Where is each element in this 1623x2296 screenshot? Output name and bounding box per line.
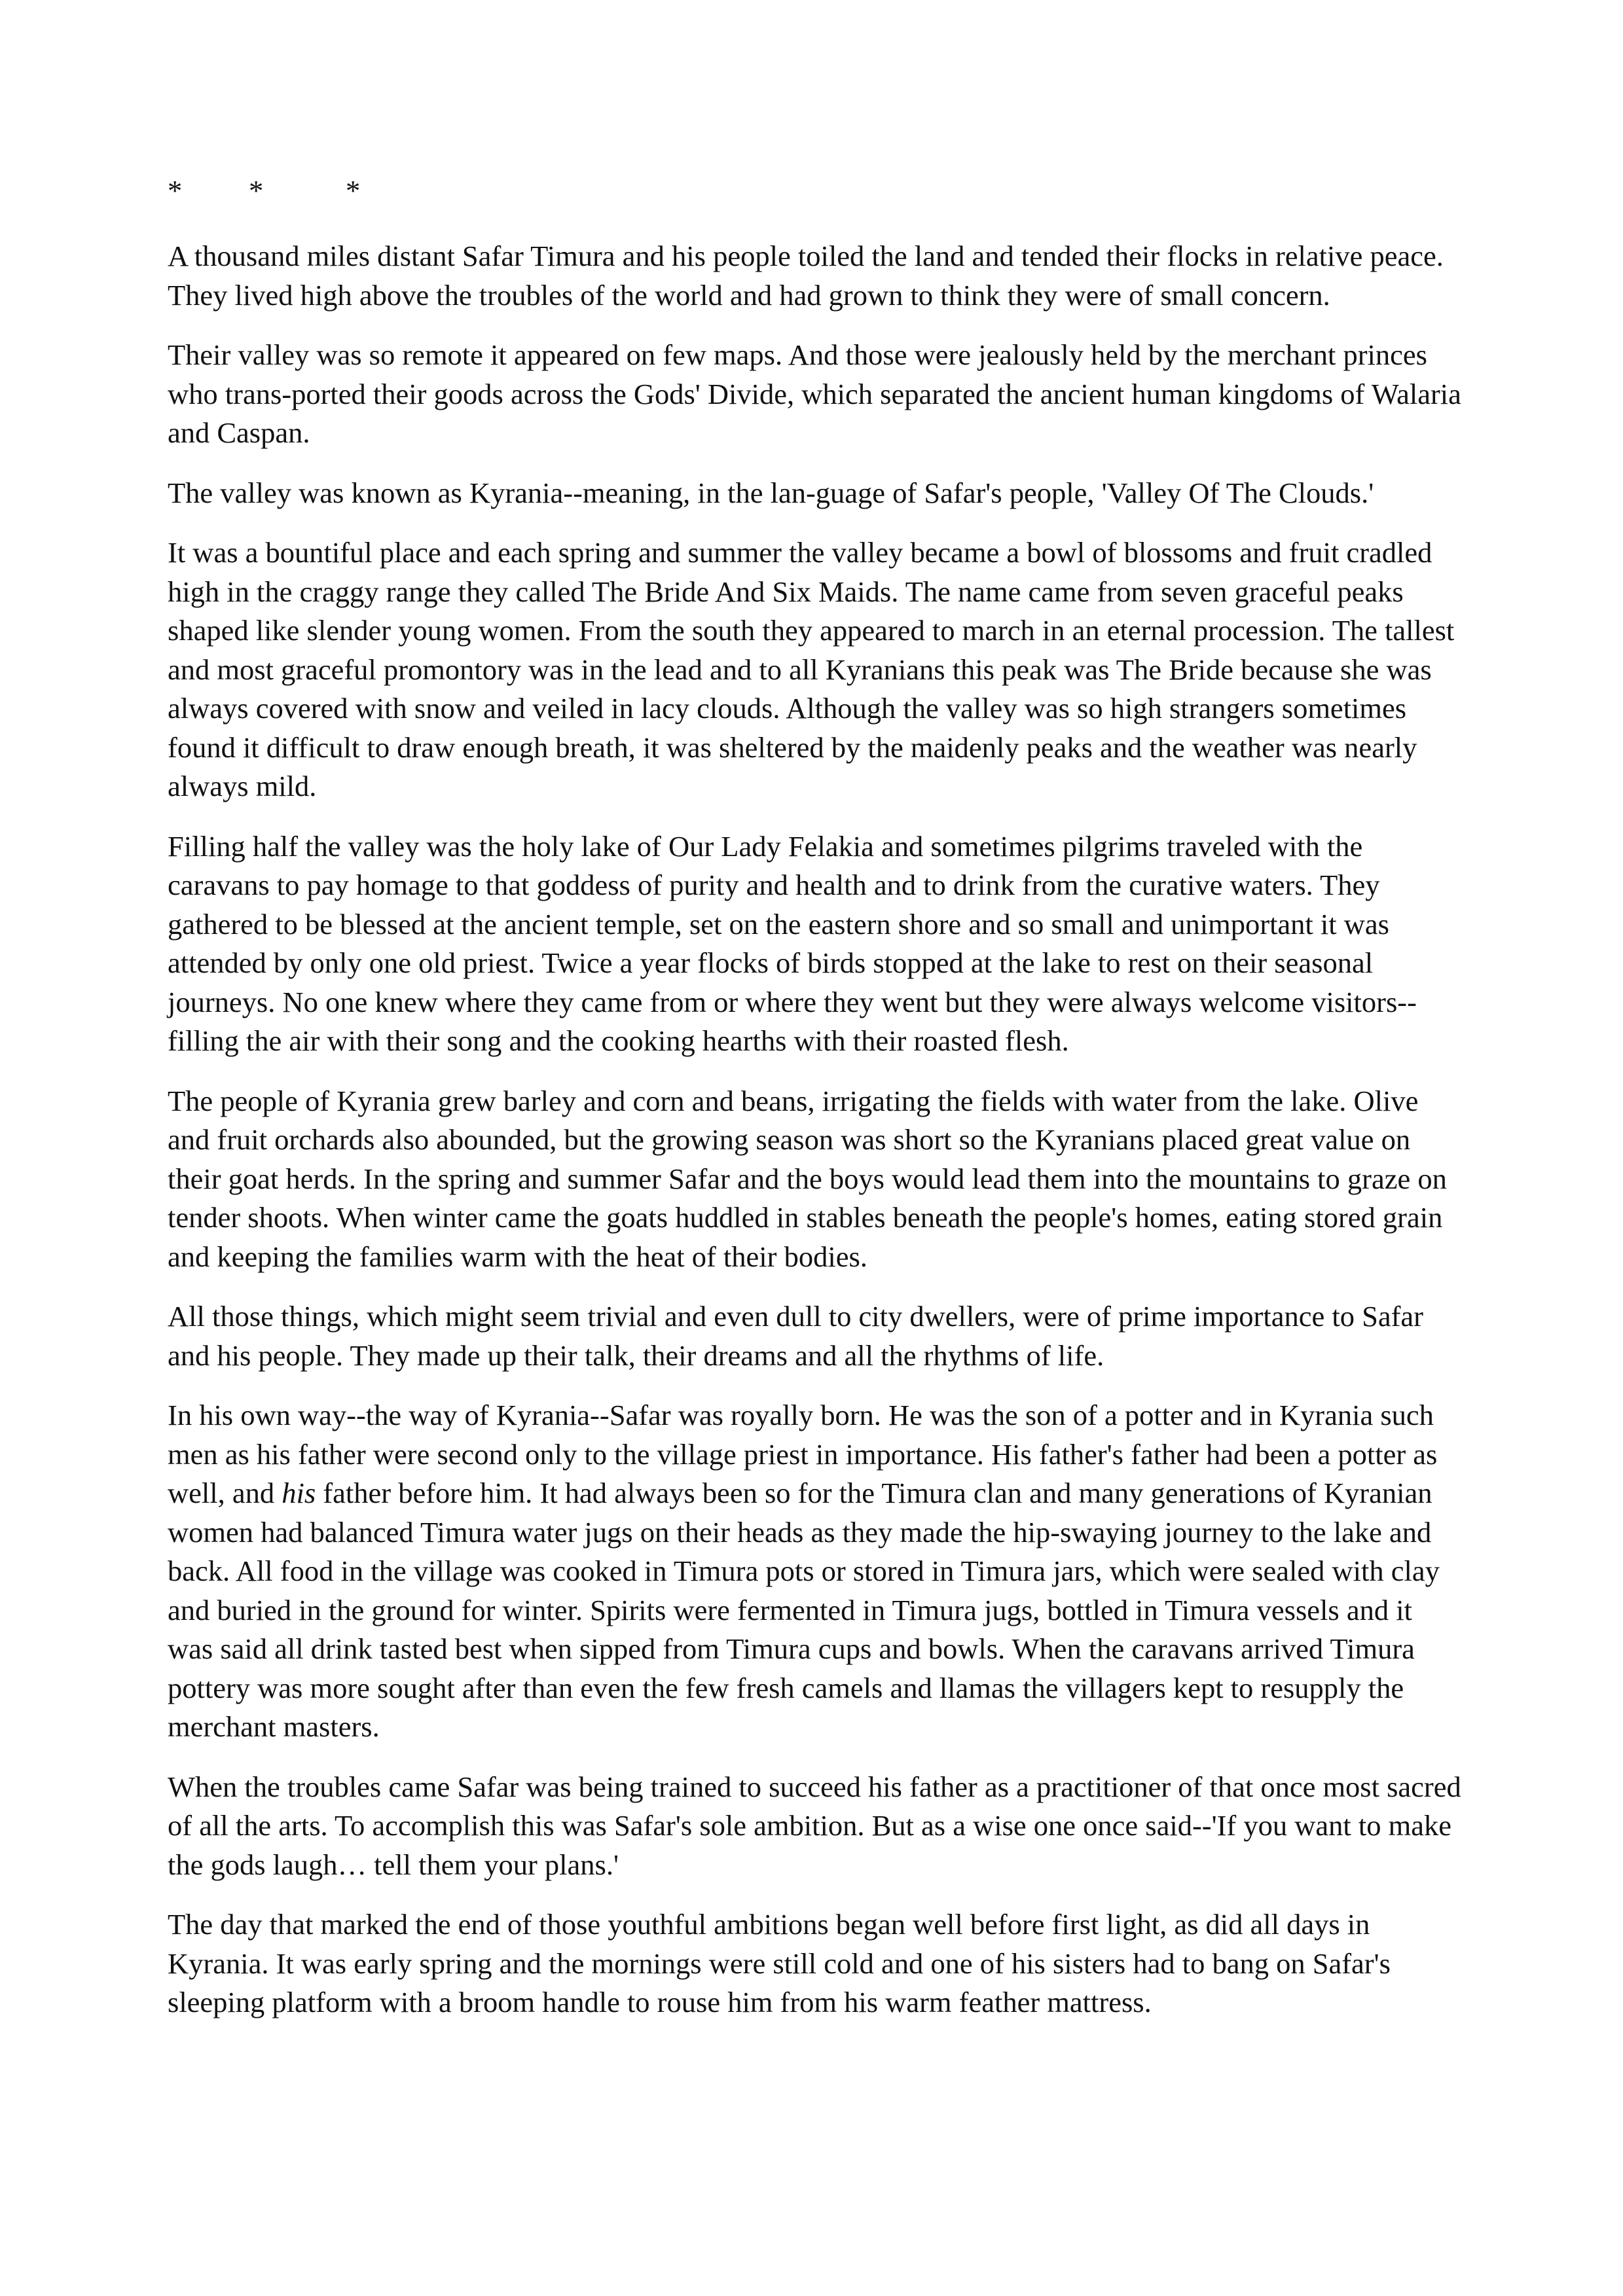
paragraph-5: Filling half the valley was the holy lake of Our Lady Felakia and sometimes pilgrims traveled with the caravans to pay homage to that goddess of purity and health and to drink from the curative waters. They gathered to be blessed at the ancient temple, set on the eastern shore and so small and unimportant it was attended by only one old priest. Twice a year flocks of birds stopped at the lake to rest on their seasonal journeys. No one knew where they came from or where they went but they were always welcome visitors--filling the air with their song and the cooking hearths with their roasted flesh. [168,829,1417,1057]
paragraph-10: The day that marked the end of those youthful ambitions began well before first light, as did all days in Kyrania. It was early spring and the mornings were still cold and one of his sisters had to bang on Safar's sleeping platform with a broom handle to rouse him from his warm feather mattress. [168,1908,1391,2018]
paragraph-8-emphasis: his [282,1477,316,1509]
scene-break-asterisk: * [249,174,264,207]
scene-break-asterisk: * [346,174,361,207]
paragraph-4: It was a bountiful place and each spring and summer the valley became a bowl of blossoms and fruit cradled high in the craggy range they called The Bride And Six Maids. The name came from seven graceful peaks shaped like slender young women. From the south they appeared to march in an eternal procession. The tallest and most graceful promontory was in the lead and to all Kyranians this peak was The Bride because she was always covered with snow and veiled in lacy clouds. Although the valley was so high strangers sometimes found it difficult to draw enough breath, it was sheltered by the maidenly peaks and the weather was nearly always mild. [168,536,1455,802]
text-column [168,171,1464,2043]
scene-break-asterisk: * [168,174,183,207]
paragraph-9: When the troubles came Safar was being trained to succeed his father as a practitioner of that once most sacred of all the arts. To accomplish this was Safar's sole ambition. But as a wise one once said--'If you want to make the gods laugh… tell them your plans.' [168,1770,1461,1881]
paragraph-1: A thousand miles distant Safar Timura and his people toiled the land and tended their flocks in relative peace. They lived high above the troubles of the world and had grown to think they were of small concern. [168,240,1444,312]
paragraph-8-part-b: father before him. It had always been so for the Timura clan and many generations of Kyranian women had balanced Timura water jugs on their heads as they made the hip-swaying journey to the lake and back. All food in the village was cooked in Timura pots or stored in Timura jars, which were sealed with clay and buried in the ground for winter. Spirits were fermented in Timura jugs, bottled in Timura vessels and it was said all drink tasted best when sipped from Timura cups and bowls. When the caravans arrived Timura pottery was more sought after than even the few fresh camels and llamas the villagers kept to resupply the merchant masters. [168,1477,1440,1743]
paragraph-3: The valley was known as Kyrania--meaning, in the lan-guage of Safar's people, 'Valley Of The Clouds.' [168,476,1374,509]
paragraph-7: All those things, which might seem trivial and even dull to city dwellers, were of prime importance to Safar and his people. They made up their talk, their dreams and all the rhythms of life. [168,1300,1423,1372]
scene-break [168,171,1464,211]
paragraph-2: Their valley was so remote it appeared on few maps. And those were jealously held by the merchant princes who trans-ported their goods across the Gods' Divide, which separated the ancient human kingdoms of Walaria and Caspan. [168,338,1461,449]
paragraph-8-part-a: In his own way--the way of Kyrania--Safar was royally born. He was the son of a potter and in Kyrania such men as his father were second only to the village priest in importance. His father's father had been a potter as well, and [168,1399,1438,1509]
paragraph-8 [168,1396,1464,1747]
paragraph-6: The people of Kyrania grew barley and corn and beans, irrigating the fields with water from the lake. Olive and fruit orchards also abounded, but the growing season was short so the Kyranians placed great value on their goat herds. In the spring and summer Safar and the boys would lead them into the mountains to graze on tender shoots. When winter came the goats huddled in stables beneath the people's homes, eating stored grain and keeping the families warm with the heat of their bodies. [168,1084,1447,1273]
